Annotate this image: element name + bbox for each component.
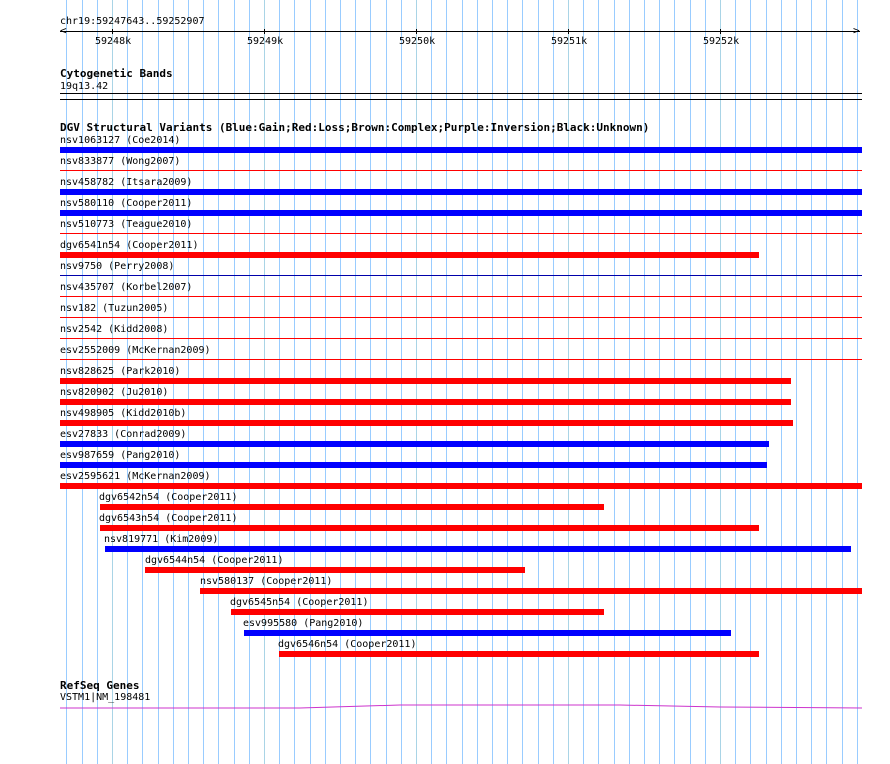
variant-label[interactable]: dgv6541n54 (Cooper2011) <box>60 240 199 251</box>
cytoband-outline-bottom <box>60 99 862 100</box>
loss-variant-line[interactable] <box>60 338 862 339</box>
loss-variant-bar[interactable] <box>145 567 525 573</box>
loss-variant-line[interactable] <box>60 359 862 360</box>
cytoband-label: 19q13.42 <box>60 81 109 92</box>
ruler-tick-label: 59249k <box>247 36 284 47</box>
variant-label[interactable]: nsv510773 (Teague2010) <box>60 219 193 230</box>
variant-label[interactable]: esv995580 (Pang2010) <box>243 618 364 629</box>
variant-label[interactable]: nsv9750 (Perry2008) <box>60 261 175 272</box>
variant-label[interactable]: dgv6542n54 (Cooper2011) <box>99 492 238 503</box>
cytoband-track-title: Cytogenetic Bands <box>60 67 173 80</box>
loss-variant-bar[interactable] <box>279 651 759 657</box>
variant-label[interactable]: nsv819771 (Kim2009) <box>104 534 219 545</box>
ruler-tick-label: 59251k <box>551 36 588 47</box>
loss-variant-bar[interactable] <box>200 588 862 594</box>
grid-line <box>857 0 858 764</box>
variant-label[interactable]: esv987659 (Pang2010) <box>60 450 181 461</box>
loss-variant-bar[interactable] <box>60 399 791 405</box>
gain-variant-bar[interactable] <box>244 630 731 636</box>
loss-variant-bar[interactable] <box>60 378 791 384</box>
loss-variant-line[interactable] <box>60 170 862 171</box>
gain-variant-line[interactable] <box>60 275 862 276</box>
grid-line <box>796 0 797 764</box>
grid-line <box>842 0 843 764</box>
loss-variant-line[interactable] <box>60 317 862 318</box>
gain-variant-bar[interactable] <box>60 441 769 447</box>
gene-model[interactable] <box>60 700 862 712</box>
variant-label[interactable]: nsv1063127 (Coe2014) <box>60 135 181 146</box>
loss-variant-bar[interactable] <box>100 504 604 510</box>
variant-label[interactable]: dgv6545n54 (Cooper2011) <box>230 597 369 608</box>
ruler-right-arrow: > <box>853 24 860 37</box>
variant-label[interactable]: dgv6546n54 (Cooper2011) <box>278 639 417 650</box>
gain-variant-bar[interactable] <box>60 147 862 153</box>
variant-label[interactable]: nsv828625 (Park2010) <box>60 366 181 377</box>
gain-variant-bar[interactable] <box>60 189 862 195</box>
variant-label[interactable]: nsv182 (Tuzun2005) <box>60 303 169 314</box>
variant-label[interactable]: dgv6544n54 (Cooper2011) <box>145 555 284 566</box>
gain-variant-bar[interactable] <box>60 210 862 216</box>
variant-label[interactable]: nsv498905 (Kidd2010b) <box>60 408 187 419</box>
loss-variant-bar[interactable] <box>60 420 793 426</box>
ruler-tick <box>112 29 113 34</box>
ruler-tick <box>416 29 417 34</box>
dgv-track-title: DGV Structural Variants (Blue:Gain;Red:Loss;Brown:Complex;Purple:Inversion;Black:Unknown) <box>60 121 650 134</box>
locus-label: chr19:59247643..59252907 <box>60 16 205 27</box>
ruler-tick-label: 59252k <box>703 36 740 47</box>
grid-line <box>826 0 827 764</box>
variant-label[interactable]: nsv580137 (Cooper2011) <box>200 576 333 587</box>
ruler-tick <box>264 29 265 34</box>
variant-label[interactable]: esv2595621 (McKernan2009) <box>60 471 211 482</box>
ruler-left-arrow: < <box>60 24 67 37</box>
loss-variant-line[interactable] <box>60 296 862 297</box>
ruler-axis <box>60 31 860 32</box>
loss-variant-bar[interactable] <box>100 525 759 531</box>
loss-variant-bar[interactable] <box>231 609 604 615</box>
loss-variant-bar[interactable] <box>60 252 759 258</box>
variant-label[interactable]: nsv2542 (Kidd2008) <box>60 324 169 335</box>
gain-variant-bar[interactable] <box>105 546 851 552</box>
ruler-tick <box>720 29 721 34</box>
cytoband-outline-top <box>60 93 862 94</box>
gain-variant-bar[interactable] <box>60 462 767 468</box>
variant-label[interactable]: nsv580110 (Cooper2011) <box>60 198 193 209</box>
variant-label[interactable]: nsv820902 (Ju2010) <box>60 387 169 398</box>
variant-label[interactable]: dgv6543n54 (Cooper2011) <box>99 513 238 524</box>
ruler-tick-label: 59250k <box>399 36 436 47</box>
ruler-tick-label: 59248k <box>95 36 132 47</box>
loss-variant-line[interactable] <box>60 233 862 234</box>
variant-label[interactable]: esv27833 (Conrad2009) <box>60 429 187 440</box>
grid-line <box>811 0 812 764</box>
ruler-tick <box>568 29 569 34</box>
variant-label[interactable]: nsv833877 (Wong2007) <box>60 156 181 167</box>
variant-label[interactable]: esv2552009 (McKernan2009) <box>60 345 211 356</box>
variant-label[interactable]: nsv435707 (Korbel2007) <box>60 282 193 293</box>
refseq-track-title: RefSeq Genes <box>60 679 140 692</box>
gene-label[interactable]: VSTM1|NM_198481 <box>60 692 151 703</box>
variant-label[interactable]: nsv458782 (Itsara2009) <box>60 177 193 188</box>
loss-variant-bar[interactable] <box>60 483 862 489</box>
